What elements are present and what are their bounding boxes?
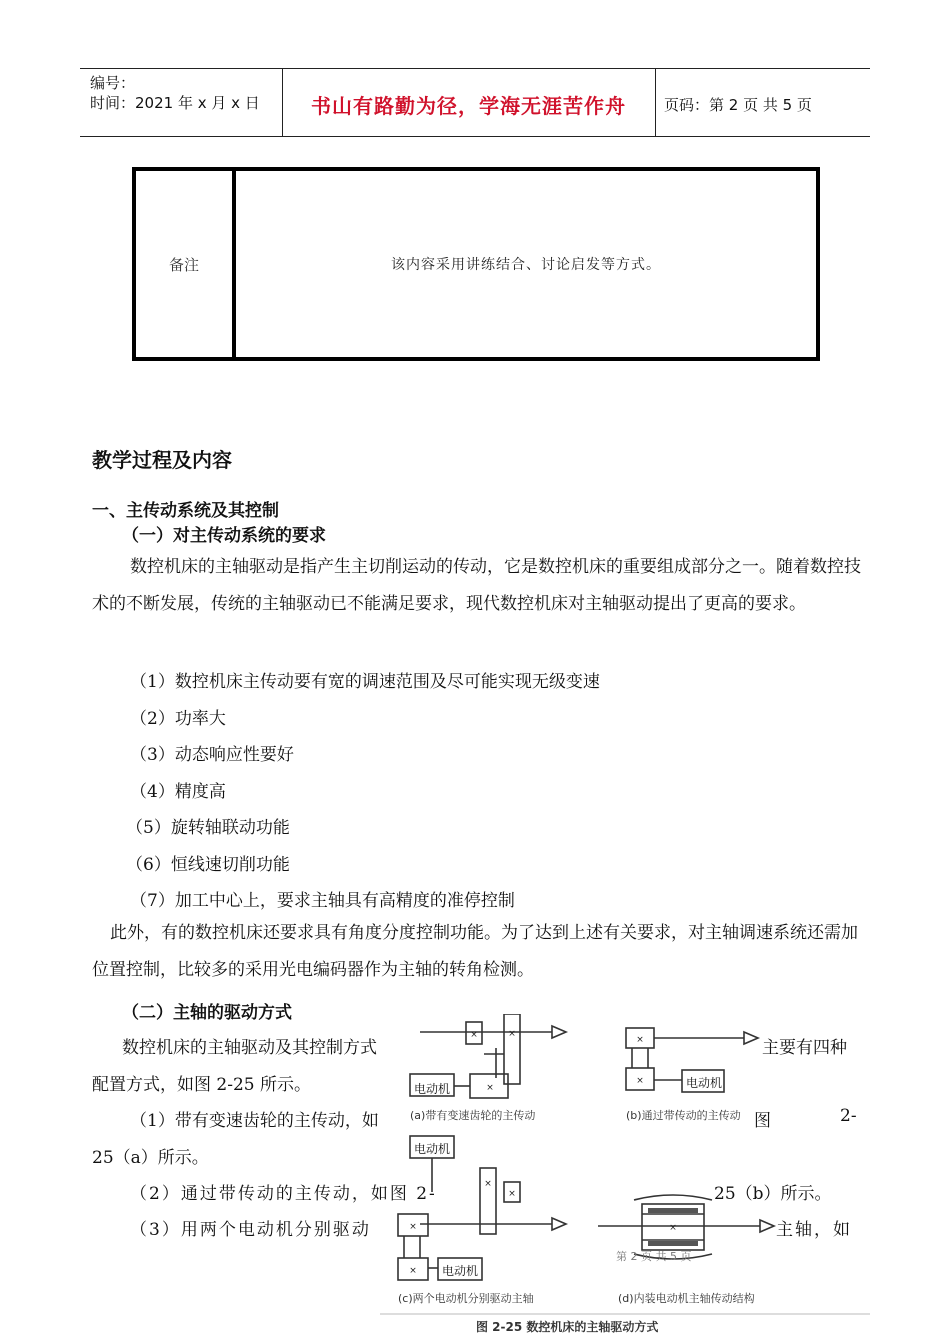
- svg-text:×: ×: [636, 1035, 644, 1045]
- wrap-line-5-left: （2）通过带传动的主传动，如图 2-: [130, 1184, 437, 1204]
- header-divider-right: [655, 68, 656, 136]
- heading-main-drive: 一、主传动系统及其控制: [92, 501, 279, 521]
- wrap-line-3-left: （1）带有变速齿轮的主传动，如: [130, 1111, 379, 1131]
- header-number: 编号：: [90, 74, 136, 92]
- motor-label-a: 电动机: [414, 1082, 451, 1096]
- caption-a: (a)带有变速齿轮的主传动: [410, 1109, 536, 1122]
- wrap-line-5-right: 25（b）所示。: [714, 1184, 832, 1204]
- requirement-item: （6）恒线速切削功能: [126, 855, 290, 875]
- requirement-item: （5）旋转轴联动功能: [126, 818, 290, 838]
- section-title: 教学过程及内容: [92, 448, 232, 472]
- paragraph-position-control-text: 此外，有的数控机床还要求具有角度分度控制功能。为了达到上述有关要求，对主轴调速系统还需加位置控制，比较多的采用光电编码器作为主轴的转角检测。: [92, 923, 858, 980]
- wrap-line-2: 配置方式，如图 2-25 所示。: [92, 1075, 311, 1095]
- svg-text:×: ×: [484, 1179, 492, 1189]
- caption-b: (b)通过带传动的主传动: [626, 1109, 741, 1122]
- requirement-item: （2）功率大: [130, 709, 226, 729]
- header-page-info: 页码：第 2 页 共 5 页: [664, 96, 812, 114]
- wrap-line-3-mid: 图: [754, 1111, 771, 1131]
- requirement-item: （3）动态响应性要好: [130, 745, 294, 765]
- motor-label-c2: 电动机: [442, 1264, 479, 1278]
- header-bottom-rule: [80, 136, 870, 137]
- figure-overlay-footer: 第 2 页 共 5 页: [616, 1250, 692, 1263]
- figure-2-25: [380, 1014, 870, 1344]
- wrap-line-6-right: 主轴，如: [776, 1220, 852, 1240]
- arrow-c: [552, 1218, 566, 1230]
- header-motto: 书山有路勤为径，学海无涯苦作舟: [311, 94, 626, 118]
- requirement-item: （1）数控机床主传动要有宽的调速范围及尽可能实现无级变速: [130, 672, 600, 692]
- paragraph-intro: [92, 549, 862, 623]
- stator-hatch-bottom: [648, 1241, 698, 1246]
- requirement-item: （4）精度高: [130, 782, 226, 802]
- subheading-requirements: （一）对主传动系统的要求: [122, 526, 326, 546]
- header-date: 时间：2021 年 x 月 x 日: [90, 94, 260, 112]
- subheading-drive-modes: （二）主轴的驱动方式: [122, 1003, 292, 1023]
- figure-title: 图 2-25 数控机床的主轴驱动方式: [476, 1320, 659, 1334]
- wrap-line-3-right: 2-: [840, 1106, 857, 1126]
- stator-hatch-top: [648, 1208, 698, 1213]
- remarks-label: 备注: [168, 255, 199, 274]
- motor-label-b: 电动机: [686, 1076, 723, 1090]
- svg-text:×: ×: [470, 1030, 478, 1040]
- remarks-table: [132, 167, 820, 361]
- motor-label-c: 电动机: [414, 1142, 451, 1156]
- arrow-b: [744, 1032, 758, 1044]
- arrow-d: [760, 1220, 774, 1232]
- housing-top-curve: [634, 1195, 712, 1200]
- svg-text:×: ×: [636, 1076, 644, 1086]
- caption-c: (c)两个电动机分别驱动主轴: [398, 1292, 534, 1305]
- caption-d: (d)内装电动机主轴传动结构: [618, 1292, 755, 1305]
- svg-text:×: ×: [409, 1222, 417, 1232]
- paragraph-intro-text: 数控机床的主轴驱动是指产生主切削运动的传动，它是数控机床的重要组成部分之一。随着数控技术的不断发展，传统的主轴驱动已不能满足要求，现代数控机床对主轴驱动提出了更高的要求。: [92, 557, 861, 614]
- wrap-line-1-left: 数控机床的主轴驱动及其控制方式: [122, 1038, 377, 1058]
- requirement-item: （7）加工中心上，要求主轴具有高精度的准停控制: [130, 891, 515, 911]
- arrow-a: [552, 1026, 566, 1038]
- svg-text:×: ×: [508, 1189, 516, 1199]
- remarks-content: 该内容采用讲练结合、讨论启发等方式。: [391, 257, 661, 273]
- header-top-rule: [80, 68, 870, 69]
- svg-text:×: ×: [669, 1223, 677, 1233]
- wrap-line-4: 25（a）所示。: [92, 1148, 209, 1168]
- svg-text:×: ×: [486, 1083, 494, 1093]
- paragraph-position-control: [92, 915, 862, 989]
- wrap-line-6-left: （3）用两个电动机分别驱动: [130, 1220, 371, 1240]
- svg-text:×: ×: [409, 1266, 417, 1276]
- wrap-line-1-right: 主要有四种: [762, 1038, 847, 1058]
- svg-text:×: ×: [508, 1029, 516, 1039]
